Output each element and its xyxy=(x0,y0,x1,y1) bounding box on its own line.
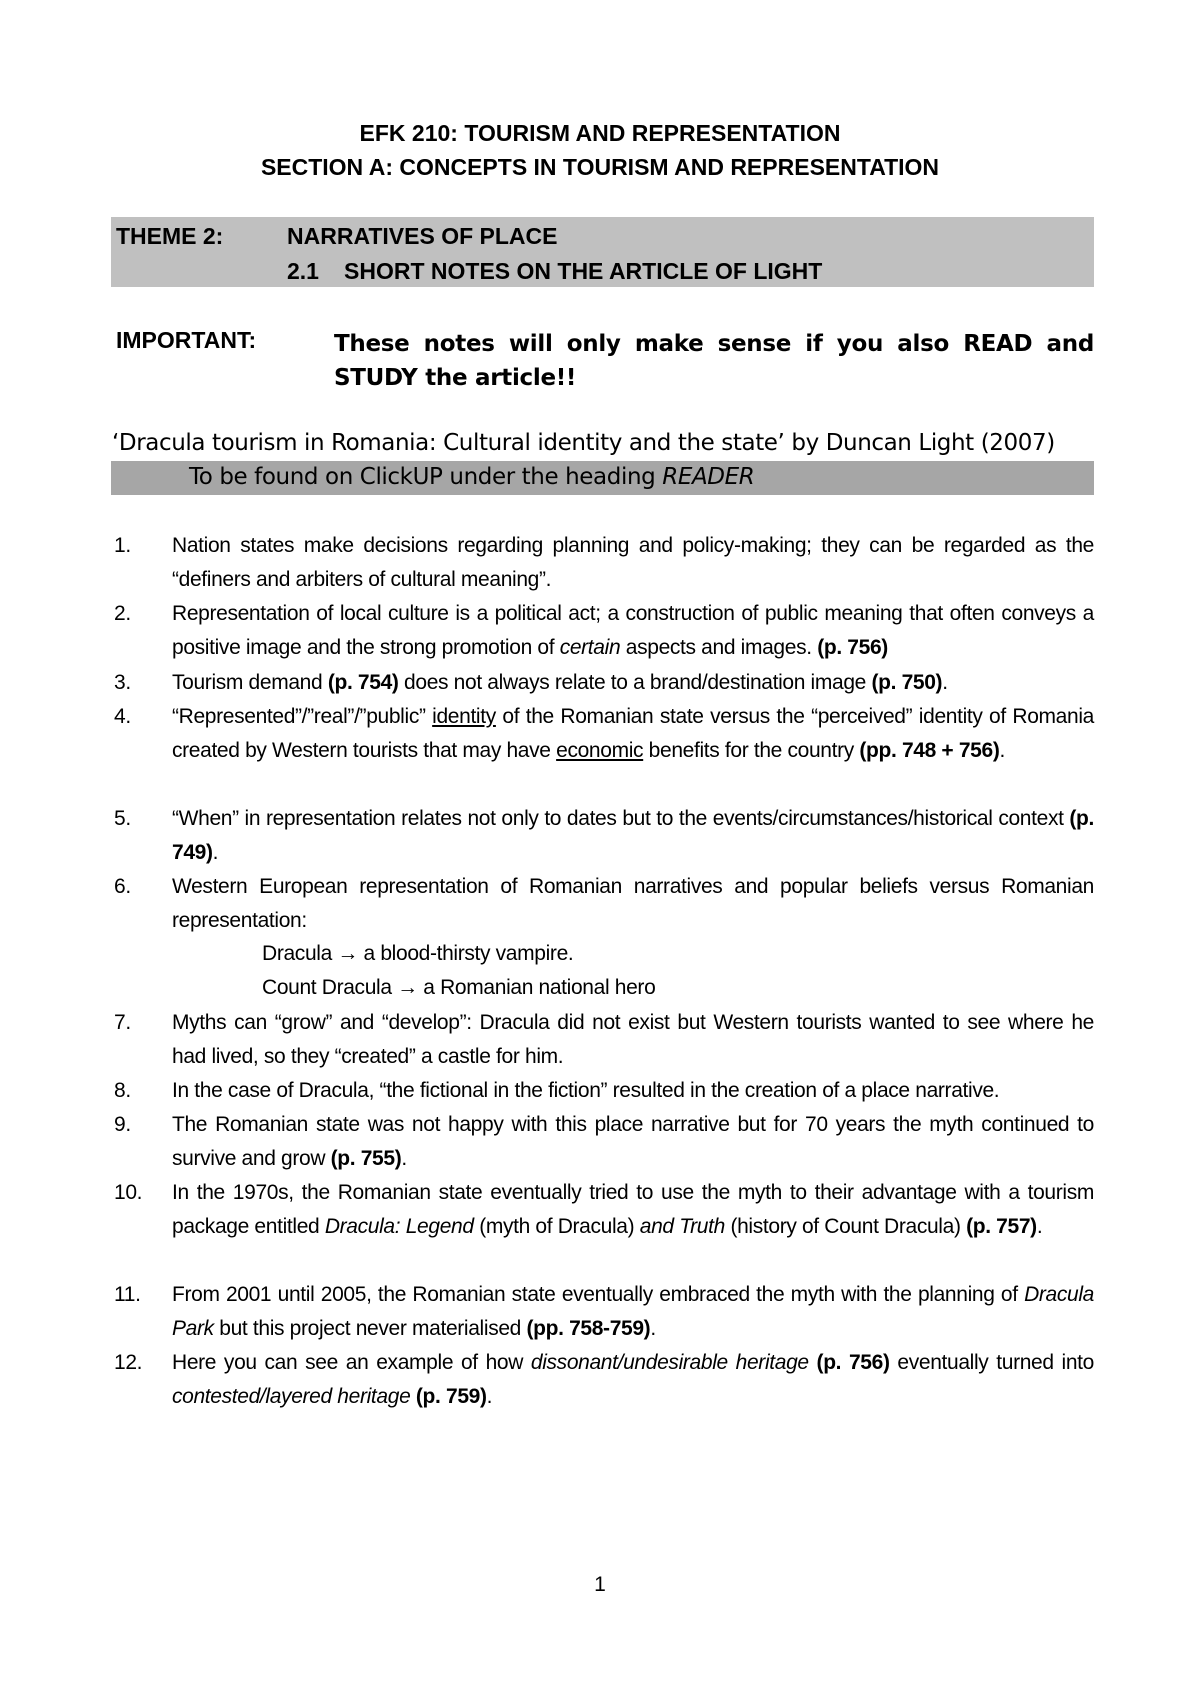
course-title: EFK 210: TOURISM AND REPRESENTATION xyxy=(359,120,841,146)
list-item-number: 6. xyxy=(114,875,131,898)
list-item-number: 3. xyxy=(114,671,131,694)
theme-banner xyxy=(111,217,1094,287)
list-item-text: In the 1970s, the Romanian state eventually tried to use the myth to their advantage with a tourism package entitled Dracula: Legend (myth of Dracula) and Truth (history of Count Dracula) (p. 757). xyxy=(172,1181,1094,1238)
list-item-text: Tourism demand (p. 754) does not always relate to a brand/destination image (p. 750). xyxy=(172,671,948,694)
list-item-text: Western European representation of Romanian narratives and popular beliefs versus Romanian representation: xyxy=(172,875,1094,932)
list-item-text: “Represented”/”real”/”public” identity of the Romanian state versus the “perceived” identity of Romania created by Western tourists that may have economic benefits for the country (pp. 748 + 756). xyxy=(172,705,1094,762)
list-item-text: In the case of Dracula, “the fictional in the fiction” resulted in the creation of a place narrative. xyxy=(172,1079,1000,1102)
section-title: SECTION A: CONCEPTS IN TOURISM AND REPRESENTATION xyxy=(260,154,940,180)
list-item-number: 4. xyxy=(114,705,131,728)
reader-location xyxy=(189,464,754,490)
sub-point: Dracula → a blood-thirsty vampire. xyxy=(262,942,574,965)
list-item-text: “When” in representation relates not only to dates but to the events/circumstances/historical context (p. 749). xyxy=(172,807,1094,864)
subsection-title: SHORT NOTES ON THE ARTICLE OF LIGHT xyxy=(344,258,823,284)
article-citation: ‘Dracula tourism in Romania: Cultural identity and the state’ by Duncan Light (2007) xyxy=(112,430,1055,456)
list-item-text: The Romanian state was not happy with this place narrative but for 70 years the myth continued to survive and grow (p. 755). xyxy=(172,1113,1094,1170)
page-number: 1 xyxy=(594,1573,606,1596)
list-item-number: 5. xyxy=(114,807,131,830)
reader-heading: READER xyxy=(662,464,755,490)
list-item-number: 10. xyxy=(114,1181,143,1204)
list-item-text: Myths can “grow” and “develop”: Dracula did not exist but Western tourists wanted to see where he had lived, so they “created” a castle for him. xyxy=(172,1011,1094,1068)
list-item-number: 1. xyxy=(114,534,131,557)
list-item-number: 2. xyxy=(114,602,131,625)
list-item-text: From 2001 until 2005, the Romanian state eventually embraced the myth with the planning of Dracula Park but this project never materialised (pp. 758-759). xyxy=(172,1283,1094,1340)
list-item-text: Nation states make decisions regarding planning and policy-making; they can be regarded as the “definers and arbiters of cultural meaning”. xyxy=(172,534,1094,591)
reader-banner xyxy=(111,461,1094,495)
reader-prefix: To be found on ClickUP under the heading xyxy=(189,464,663,490)
subsection-number: 2.1 xyxy=(287,258,319,284)
list-item-number: 12. xyxy=(114,1351,143,1374)
theme-title: NARRATIVES OF PLACE xyxy=(287,223,558,249)
list-item-number: 8. xyxy=(114,1079,131,1102)
list-item-number: 9. xyxy=(114,1113,131,1136)
list-item-text: Here you can see an example of how dissonant/undesirable heritage (p. 756) eventually turned into contested/layered heritage (p. 759). xyxy=(172,1351,1094,1408)
theme-label: THEME 2: xyxy=(116,223,224,249)
important-note: These notes will only make sense if you also READ and STUDY the article!! xyxy=(334,331,1094,391)
list-item-text: Representation of local culture is a political act; a construction of public meaning that often conveys a positive image and the strong promotion of certain aspects and images. (p. 756) xyxy=(172,602,1094,659)
sub-point: Count Dracula → a Romanian national hero xyxy=(262,976,656,999)
list-item-number: 11. xyxy=(114,1283,141,1306)
list-item-number: 7. xyxy=(114,1011,131,1034)
important-label: IMPORTANT: xyxy=(116,327,257,353)
